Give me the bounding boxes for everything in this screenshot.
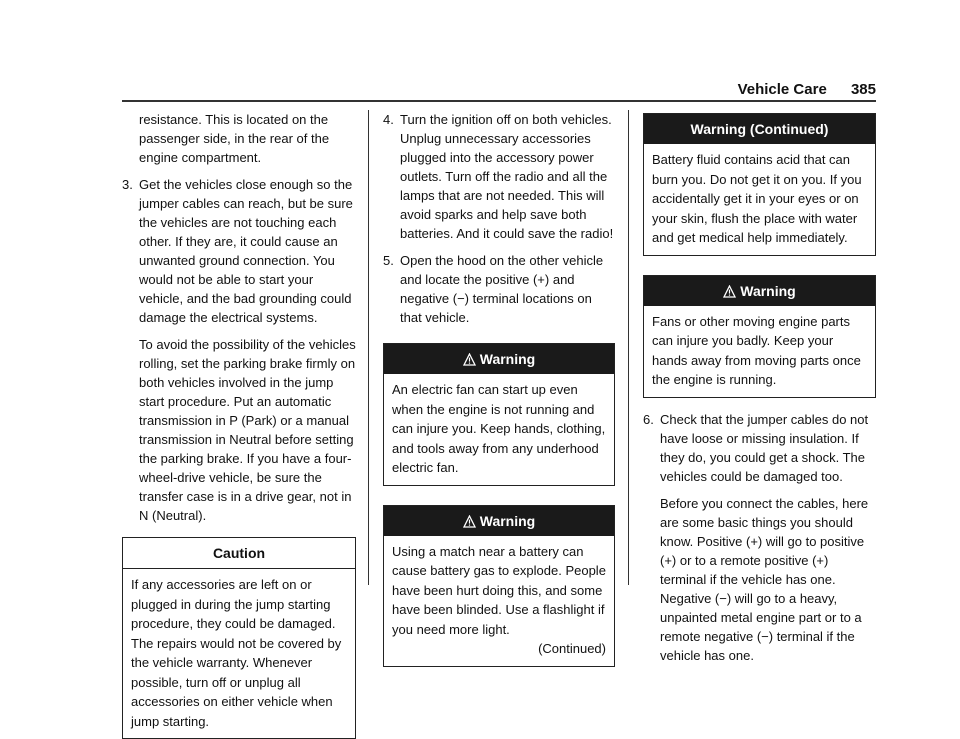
warning-body: An electric fan can start up even when the engine is not running and can injure you. Keep hands, clothing, and tools away from any underhood electric fan. xyxy=(392,382,606,475)
step-5 xyxy=(383,251,615,327)
warning-title: Warning xyxy=(479,512,536,529)
caution-body: If any accessories are left on or plugged in during the jump starting procedure, they could be damaged. The repairs would not be covered by the vehicle warranty. Whenever possible, turn off or unplug all accessories on either vehicle when jump starting. xyxy=(131,577,342,729)
warning-title: Warning xyxy=(740,282,796,299)
column-2 xyxy=(383,110,615,667)
warning-box xyxy=(383,343,615,486)
column-3 xyxy=(643,110,876,665)
warning-body-wrap xyxy=(384,536,614,666)
continued-label: (Continued) xyxy=(538,641,606,656)
warning-body: Fans or other moving engine parts can injure you badly. Keep your hands away from moving parts once the engine is running. xyxy=(652,313,861,387)
step-text: Check that the jumper cables do not have loose or missing insulation. If they do, you could get a shock. The vehicles could be damaged too. xyxy=(660,411,869,484)
column-divider xyxy=(628,110,629,585)
step-number: 4. xyxy=(383,112,394,127)
warning-box xyxy=(643,275,876,398)
step-number: 5. xyxy=(383,253,394,268)
warning-header xyxy=(644,276,875,306)
step-paragraph: Before you connect the cables, here are some basic things you should know. Positive (+) will go to positive (+) or to a remote positive (+) terminal if the vehicle has one. Negative (−) will go to a heavy, unpainted metal engine part or to a remote negative (−) terminal if the vehicle has one. xyxy=(660,495,869,663)
section-title: Vehicle Care xyxy=(737,81,827,98)
page-header xyxy=(738,80,876,99)
warning-header xyxy=(384,344,614,374)
step-text: Get the vehicles close enough so the jumper cables can reach, but be sure the vehicles are not touching each other. If they are, it could cause an unwanted ground connection. You would not be able to start your vehicle, and the bad grounding could damage the electrical systems. xyxy=(139,177,353,325)
warning-box xyxy=(383,505,615,667)
warning-body: Battery fluid contains acid that can burn you. Do not get it on you. If you accidentally get it in your eyes or on your skin, flush the place with water and get medical help immediately. xyxy=(652,152,862,245)
header-rule xyxy=(122,100,876,102)
step-text: Open the hood on the other vehicle and locate the positive (+) and negative (−) terminal locations on that vehicle. xyxy=(400,253,604,325)
warning-triangle-icon xyxy=(723,285,736,298)
warning-triangle-icon xyxy=(463,515,476,528)
page-number: 385 xyxy=(850,81,876,98)
step-paragraph: To avoid the possibility of the vehicles rolling, set the parking brake firmly on both vehicles involved in the jump start procedure. Put an automatic transmission in P (Park) or a manual transmission in Neutral before setting the parking brake. If you have a four-wheel-drive vehicle, be sure the transfer case is in a drive gear, not in N (Neutral). xyxy=(139,337,356,523)
step-number: 6. xyxy=(643,411,654,427)
step-6 xyxy=(643,410,876,665)
warning-continued-title: Warning (Continued) xyxy=(644,114,875,144)
warning-triangle-icon xyxy=(463,353,476,366)
warning-continued-box xyxy=(643,113,876,256)
caution-box xyxy=(122,537,356,739)
caution-title: Caution xyxy=(123,538,355,569)
continued-paragraph: resistance. This is located on the passenger side, in the rear of the engine compartment. xyxy=(139,112,330,165)
column-divider xyxy=(368,110,369,585)
step-text: Turn the ignition off on both vehicles. Unplug unnecessary accessories plugged into the accessory power outlets. Turn off the radio and all the lamps that are not needed. This will avoid sparks and help save both batteries. And it could save the radio! xyxy=(400,112,614,241)
warning-title: Warning xyxy=(479,351,536,367)
step-3 xyxy=(122,175,356,525)
column-1 xyxy=(122,110,356,739)
step-4 xyxy=(383,110,615,243)
step-number: 3. xyxy=(122,177,133,192)
warning-header xyxy=(384,506,614,536)
warning-body: Using a match near a battery can cause battery gas to explode. People have been hurt doing this, and some have been blinded. Use a flashlight if you need more light. xyxy=(392,543,606,637)
